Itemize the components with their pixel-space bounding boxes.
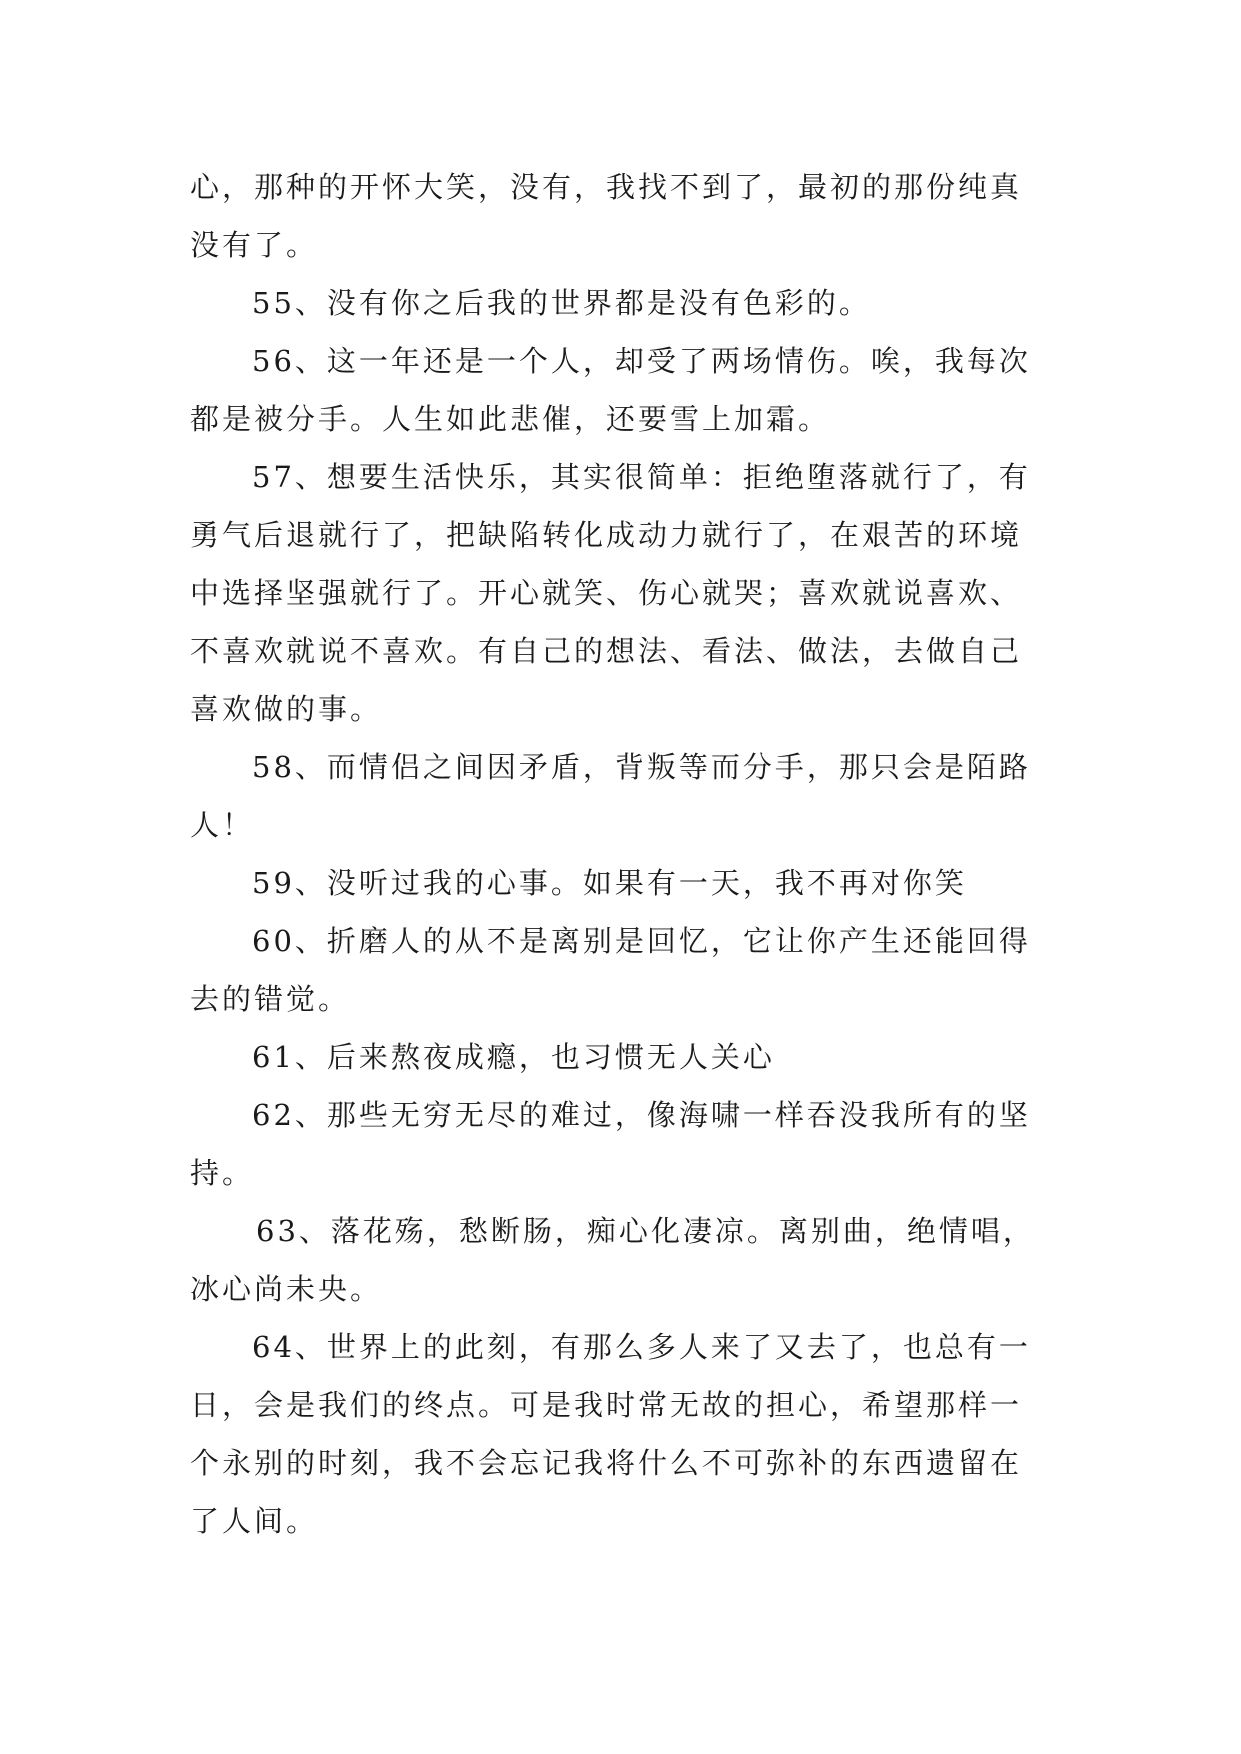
text-line: 63、落花殇，愁断肠，痴心化凄凉。离别曲，绝情唱， bbox=[256, 1214, 1035, 1248]
text-line: 56、这一年还是一个人，却受了两场情伤。唉，我每次 bbox=[252, 344, 1031, 378]
text-line: 55、没有你之后我的世界都是没有色彩的。 bbox=[252, 286, 871, 320]
paragraph-62 bbox=[190, 1086, 1070, 1202]
text-line: 都是被分手。人生如此悲催，还要雪上加霜。 bbox=[190, 402, 831, 436]
text-line: 心，那种的开怀大笑，没有，我找不到了，最初的那份纯真 bbox=[190, 170, 1023, 204]
paragraph-57 bbox=[190, 448, 1070, 738]
text-line: 58、而情侣之间因矛盾，背叛等而分手，那只会是陌路 bbox=[252, 750, 1031, 784]
text-line: 64、世界上的此刻，有那么多人来了又去了，也总有一 bbox=[252, 1330, 1031, 1364]
text-line: 60、折磨人的从不是离别是回忆，它让你产生还能回得 bbox=[252, 924, 1031, 958]
text-line: 不喜欢就说不喜欢。有自己的想法、看法、做法，去做自己 bbox=[190, 634, 1023, 668]
text-line: 持。 bbox=[190, 1156, 255, 1190]
paragraph-55 bbox=[190, 274, 1070, 332]
text-line: 62、那些无穷无尽的难过，像海啸一样吞没我所有的坚 bbox=[252, 1098, 1031, 1132]
text-line: 人！ bbox=[190, 808, 255, 842]
paragraph-58 bbox=[190, 738, 1070, 854]
paragraph-continuation bbox=[190, 158, 1070, 274]
text-line: 去的错觉。 bbox=[190, 982, 351, 1016]
paragraph-64 bbox=[190, 1318, 1070, 1550]
paragraph-59 bbox=[190, 854, 1070, 912]
text-line: 勇气后退就行了，把缺陷转化成动力就行了，在艰苦的环境 bbox=[190, 518, 1023, 552]
text-line: 57、想要生活快乐，其实很简单：拒绝堕落就行了，有 bbox=[252, 460, 1031, 494]
paragraph-63 bbox=[190, 1202, 1070, 1318]
text-line: 冰心尚未央。 bbox=[190, 1272, 383, 1306]
paragraph-60 bbox=[190, 912, 1070, 1028]
text-line: 日，会是我们的终点。可是我时常无故的担心，希望那样一 bbox=[190, 1388, 1023, 1422]
paragraph-61 bbox=[190, 1028, 1070, 1086]
text-line: 59、没听过我的心事。如果有一天，我不再对你笑 bbox=[252, 866, 967, 900]
text-line: 了人间。 bbox=[190, 1504, 319, 1538]
text-line: 喜欢做的事。 bbox=[190, 692, 383, 726]
text-line: 没有了。 bbox=[190, 228, 319, 262]
text-line: 61、后来熬夜成瘾，也习惯无人关心 bbox=[252, 1040, 775, 1074]
document-body bbox=[190, 158, 1070, 1550]
text-line: 中选择坚强就行了。开心就笑、伤心就哭；喜欢就说喜欢、 bbox=[190, 576, 1023, 610]
text-line: 个永别的时刻，我不会忘记我将什么不可弥补的东西遗留在 bbox=[190, 1446, 1023, 1480]
paragraph-56 bbox=[190, 332, 1070, 448]
